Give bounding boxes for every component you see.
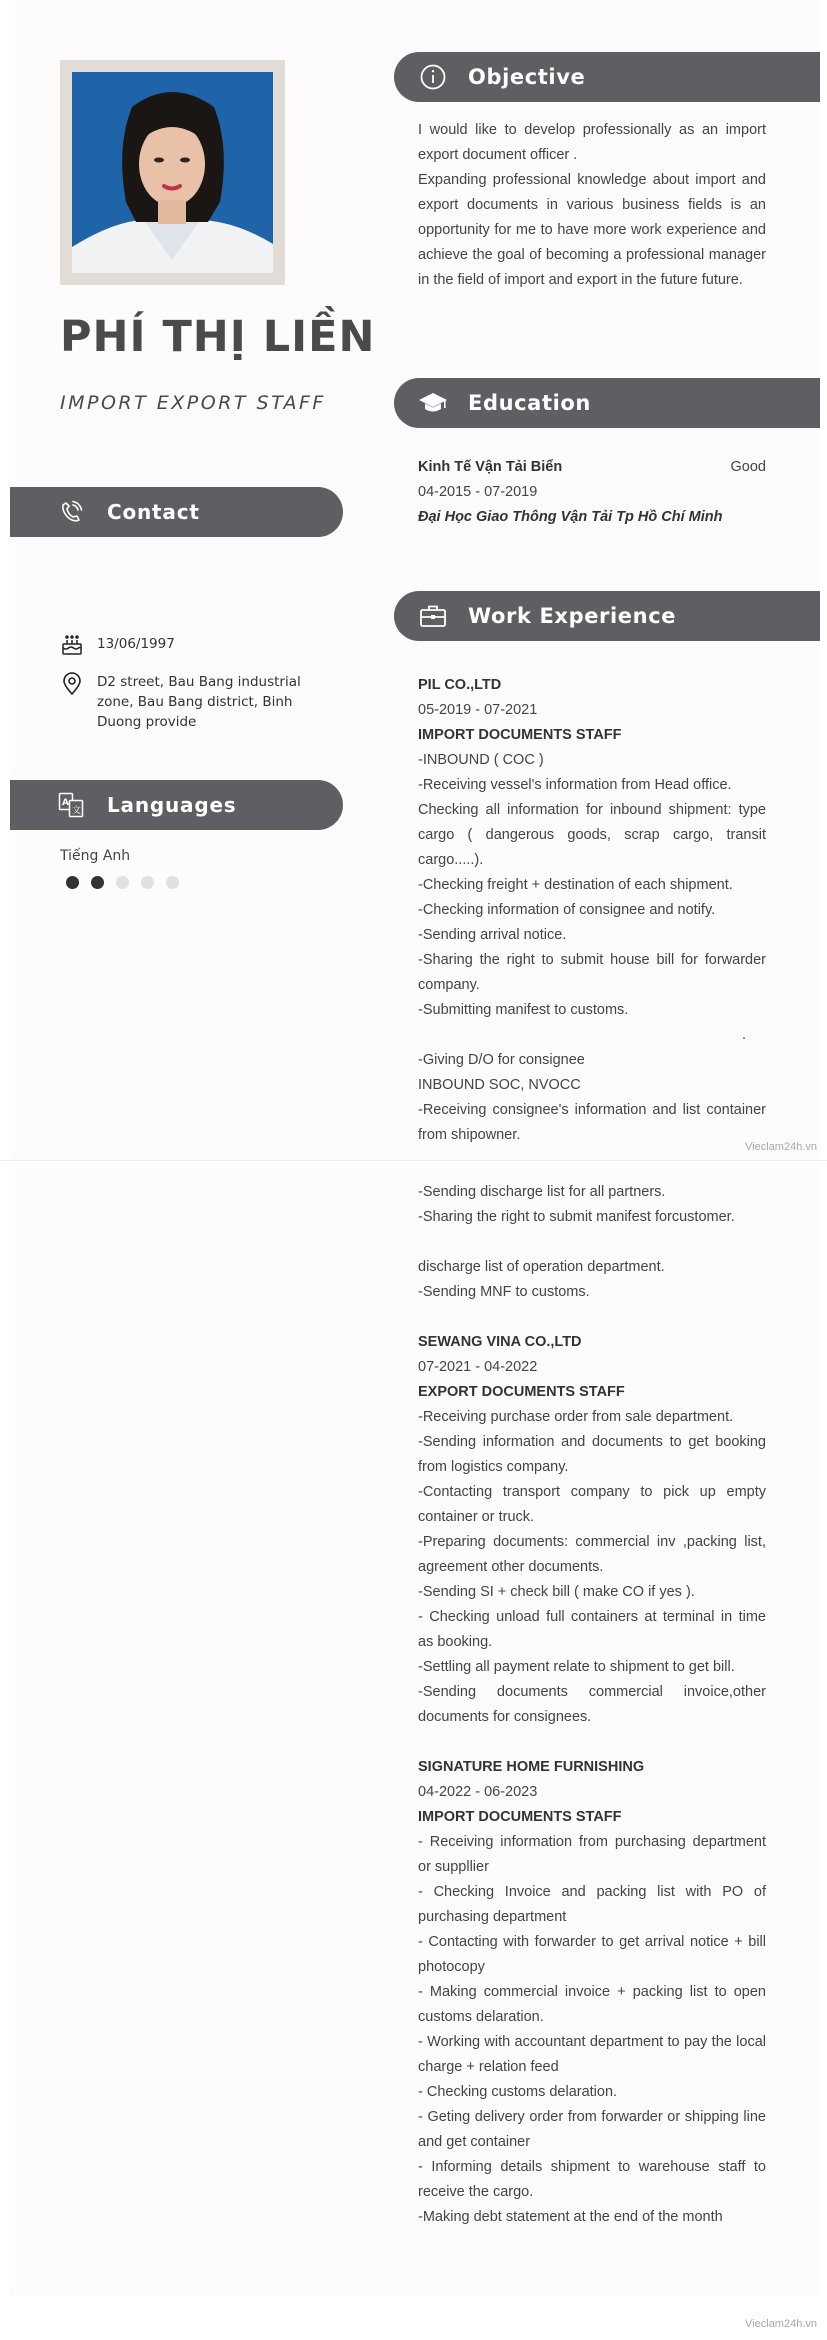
job-duty: - Receiving information from purchasing department or suppllier (418, 1834, 766, 1875)
job-duty: -Sharing the right to submit house bill for forwarder company. (418, 952, 766, 993)
level-dot-filled (91, 876, 104, 889)
job-duty: -Sharing the right to submit manifest forcustomer. (418, 1209, 735, 1225)
objective-line: Expanding professional knowledge about import and export documents in various business fields is an opportunity for me to have more work experience and achieve the goal of becoming a professional manager in the field of import and export in the future future. (418, 172, 766, 288)
level-dot-filled (66, 876, 79, 889)
address-row (60, 672, 330, 732)
objective-line: I would like to develop professionally as an import export document officer . (418, 122, 766, 163)
profile-photo-frame (60, 60, 285, 285)
job-position: IMPORT DOCUMENTS STAFF (418, 727, 622, 743)
job-position: IMPORT DOCUMENTS STAFF (418, 1809, 622, 1825)
job-position: EXPORT DOCUMENTS STAFF (418, 1384, 625, 1400)
phone-icon (58, 499, 84, 525)
objective-section-header (394, 52, 820, 102)
job-period: 07-2021 - 04-2022 (418, 1359, 538, 1375)
contact-section-header (10, 487, 343, 537)
work-section-header (394, 591, 820, 641)
job-duty: - Informing details shipment to warehouse staff to receive the cargo. (418, 2159, 766, 2200)
education-entry (418, 455, 766, 530)
job-duty: -Making debt statement at the end of the month (418, 2209, 723, 2225)
address-value: D2 street, Bau Bang industrial zone, Bau Bang district, Binh Duong provide (97, 674, 301, 730)
job-duty: - Geting delivery order from forwarder or shipping line and get container (418, 2109, 766, 2150)
job-duty: discharge list of operation department. (418, 1259, 665, 1275)
candidate-title: IMPORT EXPORT STAFF (60, 392, 326, 414)
job-duty: -INBOUND ( COC ) (418, 752, 544, 768)
job-period: 05-2019 - 07-2021 (418, 702, 538, 718)
job-duty: - Contacting with forwarder to get arrival notice + bill photocopy (418, 1934, 766, 1975)
education-period: 04-2015 - 07-2019 (418, 484, 538, 500)
education-section-header (394, 378, 820, 428)
level-dot-empty (141, 876, 154, 889)
svg-text:A: A (62, 798, 69, 808)
birthday-row (60, 634, 175, 658)
translate-icon (58, 792, 84, 818)
language-name: Tiếng Anh (60, 848, 131, 864)
job-duty: -Receiving consignee's information and list container from shipowner. (418, 1102, 766, 1143)
education-grade: Good (730, 459, 766, 475)
briefcase-icon (418, 601, 448, 631)
job-company: SEWANG VINA CO.,LTD (418, 1334, 582, 1350)
languages-heading: Languages (107, 793, 237, 817)
job-duty: INBOUND SOC, NVOCC (418, 1077, 581, 1093)
job-duty: -Checking freight + destination of each shipment. (418, 877, 733, 893)
job-duty: -Settling all payment relate to shipment to get bill. (418, 1659, 735, 1675)
language-level (66, 876, 179, 889)
job-duty: -Sending SI + check bill ( make CO if yes ). (418, 1584, 695, 1600)
education-heading: Education (468, 391, 591, 415)
profile-photo (72, 72, 273, 273)
job-duty: - Checking Invoice and packing list with PO of purchasing department (418, 1884, 766, 1925)
job-duty: -Giving D/O for consignee (418, 1052, 585, 1068)
job-duty: -Submitting manifest to customs. (418, 1002, 629, 1018)
education-school: Đại Học Giao Thông Vận Tải Tp Hồ Chí Minh (418, 509, 723, 525)
page-separator (0, 1160, 827, 1168)
watermark-page-1: Vieclam24h.vn (745, 1141, 817, 1153)
location-pin-icon (60, 672, 84, 696)
job-duty: -Receiving vessel's information from Head office. (418, 777, 732, 793)
job-duty: -Checking information of consignee and notify. (418, 902, 716, 918)
job-duty: - Making commercial invoice + packing list to open customs delaration. (418, 1984, 766, 2025)
watermark-page-2: Vieclam24h.vn (745, 2318, 817, 2330)
job-duty: -Sending documents commercial invoice,other documents for consignees. (418, 1684, 766, 1725)
job-duty: -Sending information and documents to get booking from logistics company. (418, 1434, 766, 1475)
work-heading: Work Experience (468, 604, 677, 628)
job-duty: -Contacting transport company to pick up empty container or truck. (418, 1484, 766, 1525)
job-duty: Checking all information for inbound shipment: type cargo ( dangerous goods, scrap cargo, transit cargo.....). (418, 802, 766, 868)
languages-section-header (10, 780, 343, 830)
info-icon (418, 62, 448, 92)
contact-heading: Contact (107, 500, 200, 524)
job-duty: - Checking customs delaration. (418, 2084, 618, 2100)
job-duty: - Checking unload full containers at terminal in time as booking. (418, 1609, 766, 1650)
level-dot-empty (116, 876, 129, 889)
objective-heading: Objective (468, 65, 586, 89)
birthday-value: 13/06/1997 (97, 636, 175, 652)
level-dot-empty (166, 876, 179, 889)
job-duty: -Receiving purchase order from sale department. (418, 1409, 734, 1425)
job-pil-continued (418, 1180, 766, 2230)
job-company: PIL CO.,LTD (418, 677, 502, 693)
stray-dot: . (741, 1027, 746, 1043)
job-duty: -Sending arrival notice. (418, 927, 567, 943)
job-pil (418, 673, 766, 1148)
job-company: SIGNATURE HOME FURNISHING (418, 1759, 645, 1775)
cake-icon (60, 634, 84, 658)
objective-text (418, 118, 766, 293)
job-duty: -Sending MNF to customs. (418, 1284, 590, 1300)
job-duty: - Working with accountant department to pay the local charge + relation feed (418, 2034, 766, 2075)
job-period: 04-2022 - 06-2023 (418, 1784, 538, 1800)
education-major: Kinh Tế Vận Tải Biển (418, 459, 563, 475)
svg-text:文: 文 (72, 806, 82, 816)
candidate-name: PHÍ THỊ LIỀN (60, 312, 376, 362)
job-duty: -Sending discharge list for all partners. (418, 1184, 666, 1200)
job-duty: -Preparing documents: commercial inv ,packing list, agreement other documents. (418, 1534, 766, 1575)
graduation-cap-icon (418, 388, 448, 418)
